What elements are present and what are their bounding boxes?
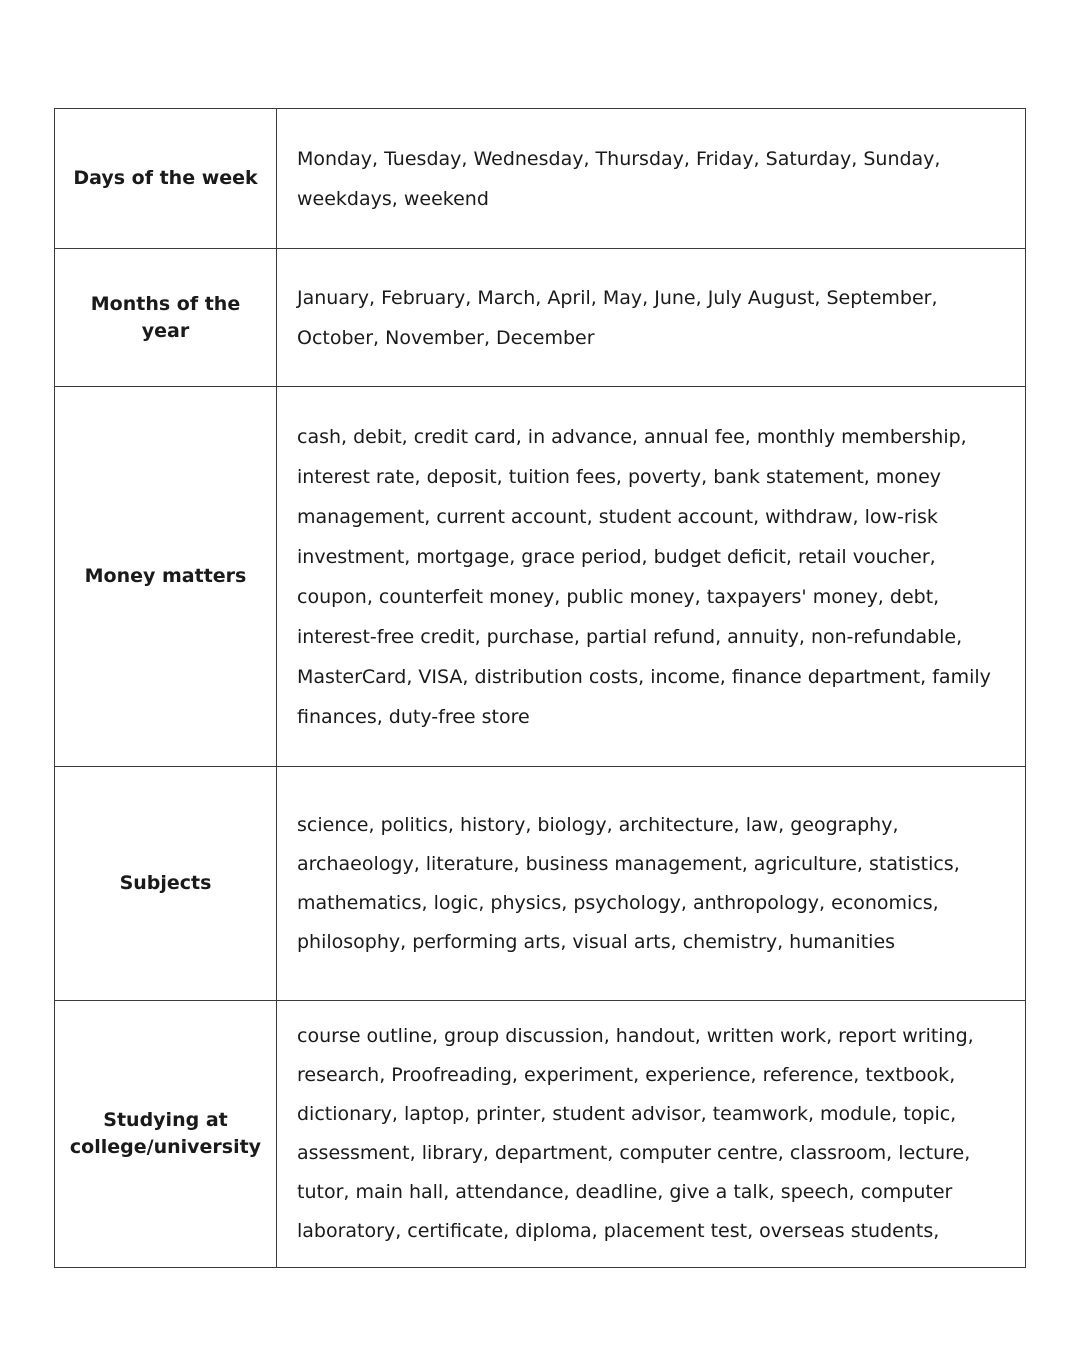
topic-cell: Days of the week — [55, 109, 277, 249]
topic-cell: Months of the year — [55, 249, 277, 387]
table-row — [55, 1001, 1026, 1268]
vocabulary-cell: course outline, group discussion, handout, written work, report writing, research, Proofreading, experiment, experience, reference, textbook, dictionary, laptop, printer, student advisor, teamwork, module, topic, assessment, library, department, computer centre, classroom, lecture, tutor, main hall, attendance, deadline, give a talk, speech, computer laboratory, certificate, diploma, placement test, overseas students, — [277, 1001, 1026, 1268]
topic-cell: Money matters — [55, 387, 277, 767]
vocabulary-cell: Monday, Tuesday, Wednesday, Thursday, Friday, Saturday, Sunday, weekdays, weekend — [277, 109, 1026, 249]
vocabulary-cell: science, politics, history, biology, architecture, law, geography, archaeology, literature, business management, agriculture, statistics, mathematics, logic, physics, psychology, anthropology, economics, philosophy, performing arts, visual arts, chemistry, humanities — [277, 767, 1026, 1001]
vocabulary-cell: January, February, March, April, May, June, July August, September, October, November, December — [277, 249, 1026, 387]
topic-cell: Studying at college/university — [55, 1001, 277, 1268]
table-row — [55, 767, 1026, 1001]
vocabulary-document — [54, 108, 1026, 1268]
table-row — [55, 387, 1026, 767]
vocabulary-table — [54, 108, 1026, 1268]
table-row — [55, 109, 1026, 249]
topic-cell: Subjects — [55, 767, 277, 1001]
vocabulary-cell: cash, debit, credit card, in advance, annual fee, monthly membership, interest rate, deposit, tuition fees, poverty, bank statement, money management, current account, student account, withdraw, low-risk investment, mortgage, grace period, budget deficit, retail voucher, coupon, counterfeit money, public money, taxpayers' money, debt, interest-free credit, purchase, partial refund, annuity, non-refundable, MasterCard, VISA, distribution costs, income, finance department, family finances, duty-free store — [277, 387, 1026, 767]
table-row — [55, 249, 1026, 387]
